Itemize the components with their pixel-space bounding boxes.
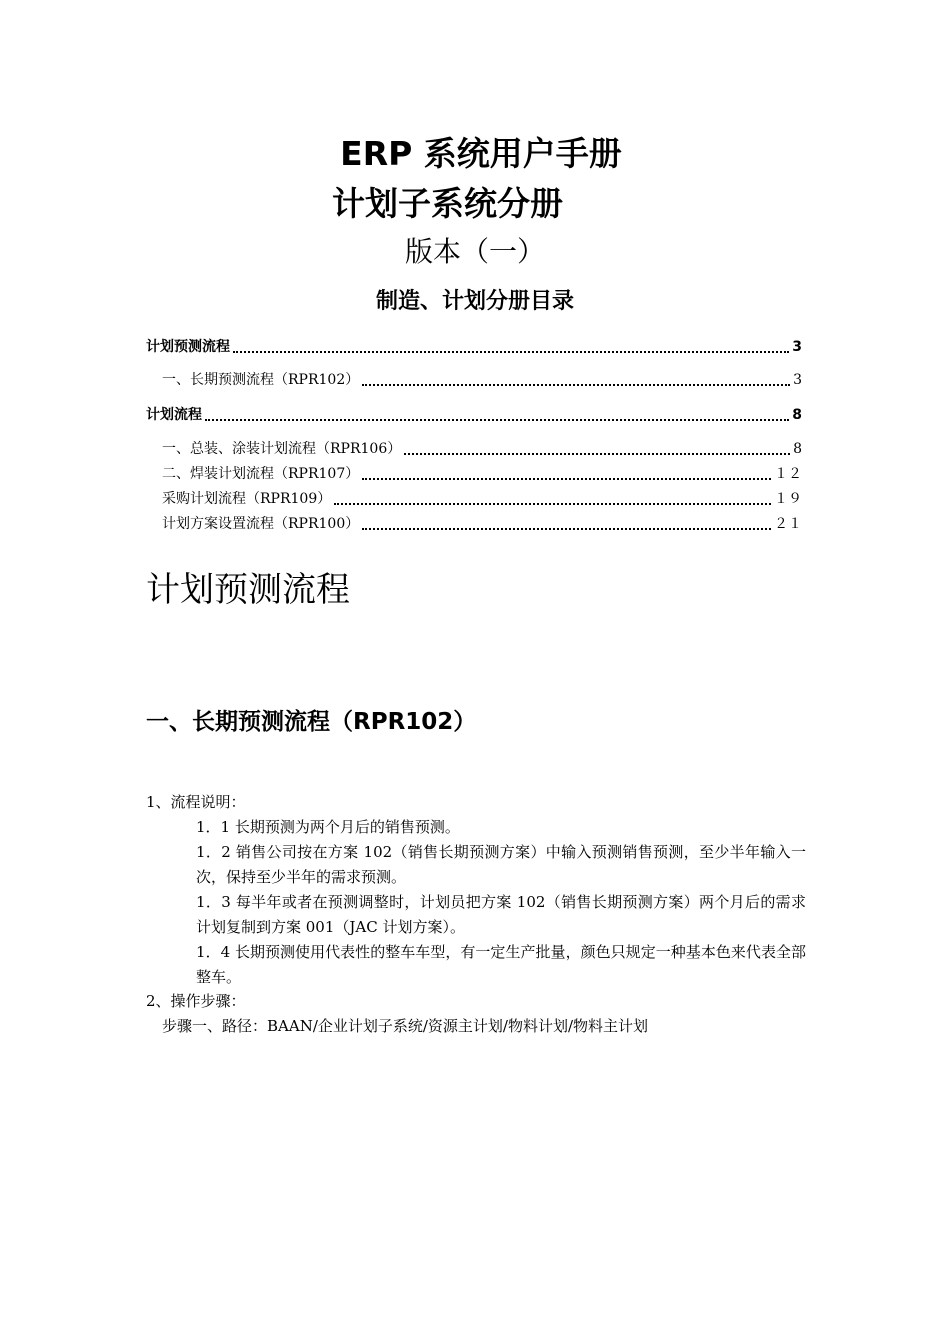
section-heading: 计划预测流程 xyxy=(146,570,350,610)
toc-leader-dots xyxy=(362,528,771,530)
toc-leader-dots xyxy=(205,419,789,421)
toc-entry-page: 3 xyxy=(792,339,802,355)
item-label: 1、流程说明： xyxy=(146,793,246,811)
manual-version: 版本（一） xyxy=(404,235,545,268)
toc-leader-dots xyxy=(362,384,790,386)
paragraph: 1．1 长期预测为两个月后的销售预测。 xyxy=(196,818,460,836)
toc-entry-page: ２１ xyxy=(774,516,802,532)
toc-entry[interactable] xyxy=(162,369,802,391)
toc-entry[interactable] xyxy=(162,463,802,485)
toc-leader-dots xyxy=(233,351,789,353)
toc-entry-label: 一、长期预测流程（RPR102） xyxy=(162,372,360,388)
toc-entry-label: 一、总装、涂装计划流程（RPR106） xyxy=(162,441,402,457)
toc-entry-label: 采购计划流程（RPR109） xyxy=(162,491,332,507)
step-text: 步骤一、路径：BAAN/企业计划子系统/资源主计划/物料计划/物料主计划 xyxy=(162,1017,649,1035)
paragraph: 1．2 销售公司按在方案 102（销售长期预测方案）中输入预测销售预测，至少半年输入一次，保持至少半年的需求预测。 xyxy=(196,843,806,886)
toc-entry-page: 8 xyxy=(792,407,802,423)
toc-entry[interactable] xyxy=(162,513,802,535)
toc-entry-page: 8 xyxy=(793,441,802,457)
toc-entry[interactable] xyxy=(146,336,802,358)
toc-entry-label: 计划预测流程 xyxy=(146,339,230,355)
toc-entry-label: 计划流程 xyxy=(146,407,202,423)
toc-entry[interactable] xyxy=(162,488,802,510)
paragraph: 1．4 长期预测使用代表性的整车车型，有一定生产批量，颜色只规定一种基本色来代表全部整车。 xyxy=(196,943,806,986)
manual-title: ERP 系统用户手册 xyxy=(340,134,622,173)
paragraph: 1．3 每半年或者在预测调整时，计划员把方案 102（销售长期预测方案）两个月后的需求计划复制到方案 001（JAC 计划方案）。 xyxy=(196,893,806,936)
toc-leader-dots xyxy=(334,503,771,505)
toc-entry-page: １９ xyxy=(774,491,802,507)
toc-entry[interactable] xyxy=(146,404,802,426)
toc-heading: 制造、计划分册目录 xyxy=(375,289,574,314)
item-label: 2、操作步骤： xyxy=(146,992,246,1010)
manual-subtitle: 计划子系统分册 xyxy=(332,184,563,223)
toc-entry-page: 3 xyxy=(793,372,802,388)
toc-entry-label: 计划方案设置流程（RPR100） xyxy=(162,516,360,532)
toc-leader-dots xyxy=(404,453,790,455)
subsection-heading: 一、长期预测流程（RPR102） xyxy=(146,709,477,735)
toc-leader-dots xyxy=(362,478,771,480)
toc-entry[interactable] xyxy=(162,438,802,460)
toc-entry-label: 二、焊装计划流程（RPR107） xyxy=(162,466,360,482)
toc-entry-page: １２ xyxy=(774,466,802,482)
